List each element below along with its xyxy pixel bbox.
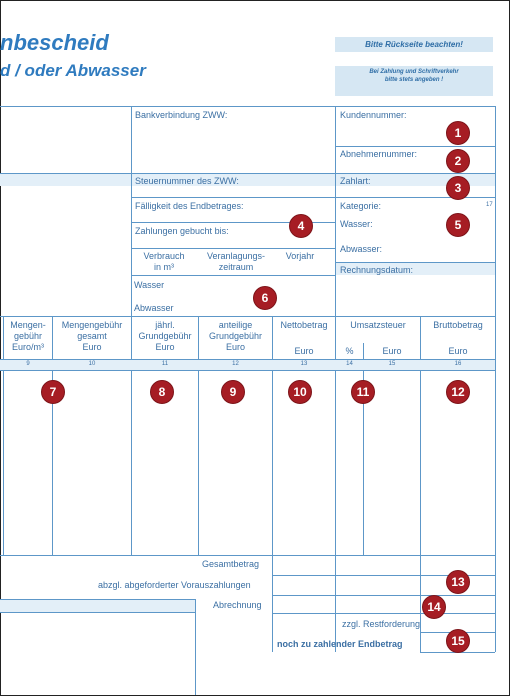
- abnehmernummer-label: Abnehmernummer:: [340, 149, 418, 159]
- marker-badge: 14: [422, 595, 446, 619]
- col-number: 15: [388, 361, 396, 367]
- payment-note-line1: Bei Zahlung und Schriftverkehr: [369, 69, 459, 75]
- col-umsatzsteuer-header: Umsatzsteuer: [350, 320, 406, 330]
- col-mengengebuehr-header: Mengen- gebühr Euro/m³: [10, 320, 46, 352]
- col-bruttobetrag-unit: Euro: [448, 346, 468, 356]
- back-page-note: Bitte Rückseite beachten!: [335, 37, 493, 52]
- steuernummer-label: Steuernummer des ZWW:: [135, 176, 239, 186]
- col-number: 14: [346, 361, 353, 367]
- marker-badge: 7: [41, 380, 65, 404]
- col-number: 10: [88, 361, 96, 367]
- marker-badge: 11: [351, 380, 375, 404]
- faelligkeit-label: Fälligkeit des Endbetrages:: [135, 201, 244, 211]
- gesamtbetrag-label: Gesamtbetrag: [202, 559, 260, 569]
- col-number: 13: [300, 361, 308, 367]
- bankverbindung-label: Bankverbindung ZWW:: [135, 110, 228, 120]
- vorauszahlungen-label: abzgl. abgeforderter Vorauszahlungen: [98, 580, 251, 590]
- wasser-category-label: Wasser:: [340, 219, 373, 229]
- veranlagung-header: Veranlagungs- zeitraum: [206, 251, 266, 272]
- col-nettobetrag-unit: Euro: [294, 346, 314, 356]
- col-umsatzsteuer-euro-unit: Euro: [382, 346, 402, 356]
- col-number: 9: [26, 361, 30, 367]
- payment-note: [335, 66, 493, 96]
- marker-badge: 1: [446, 121, 470, 145]
- col-jaehrl-grundgebuehr-header: jährl. Grundgebühr Euro: [138, 320, 192, 352]
- col-number: 12: [232, 361, 239, 367]
- col-mengengebuehr-gesamt-header: Mengengebühr gesamt Euro: [61, 320, 123, 352]
- document-subtitle: d / oder Abwasser: [0, 61, 146, 80]
- kategorie-label: Kategorie:: [340, 201, 382, 211]
- abwasser-category-label: Abwasser:: [340, 244, 383, 254]
- endbetrag-label: noch zu zahlender Endbetrag: [277, 639, 403, 649]
- col-umsatzsteuer-percent-unit: %: [345, 346, 354, 356]
- marker-badge: 4: [289, 214, 313, 238]
- document-title: nbescheid: [0, 30, 109, 55]
- wasser-row-label: Wasser: [134, 280, 165, 290]
- zahlungen-label: Zahlungen gebucht bis:: [135, 226, 229, 236]
- marker-badge: 15: [446, 629, 470, 653]
- marker-badge: 9: [221, 380, 245, 404]
- rechnungsdatum-label: Rechnungsdatum:: [340, 265, 414, 275]
- abwasser-row-label: Abwasser: [134, 303, 174, 313]
- marker-badge: 12: [446, 380, 470, 404]
- col-number: 16: [454, 361, 462, 367]
- zahlart-label: Zahlart:: [340, 176, 371, 186]
- payment-note-line2: bitte stets angeben !: [384, 77, 444, 83]
- marker-badge: 3: [446, 176, 470, 200]
- marker-badge: 13: [446, 570, 470, 594]
- marker-badge: 10: [288, 380, 312, 404]
- marker-badge: 6: [253, 286, 277, 310]
- abrechnung-label: Abrechnung: [213, 600, 262, 610]
- restforderung-label: zzgl. Restforderung: [342, 619, 421, 629]
- col-anteilige-grundgebuehr-header: anteilige Grundgebühr Euro: [208, 320, 263, 352]
- vorjahr-header: Vorjahr: [285, 251, 315, 261]
- marker-badge: 2: [446, 149, 470, 173]
- col-nettobetrag-header: Nettobetrag: [280, 320, 328, 330]
- verbrauch-header: Verbrauch in m³: [143, 251, 185, 272]
- kategorie-code: 17: [486, 202, 493, 208]
- col-bruttobetrag-header: Bruttobetrag: [433, 320, 483, 330]
- marker-badge: 8: [150, 380, 174, 404]
- kundennummer-label: Kundennummer:: [340, 110, 407, 120]
- marker-badge: 5: [446, 213, 470, 237]
- col-number: 11: [161, 361, 169, 367]
